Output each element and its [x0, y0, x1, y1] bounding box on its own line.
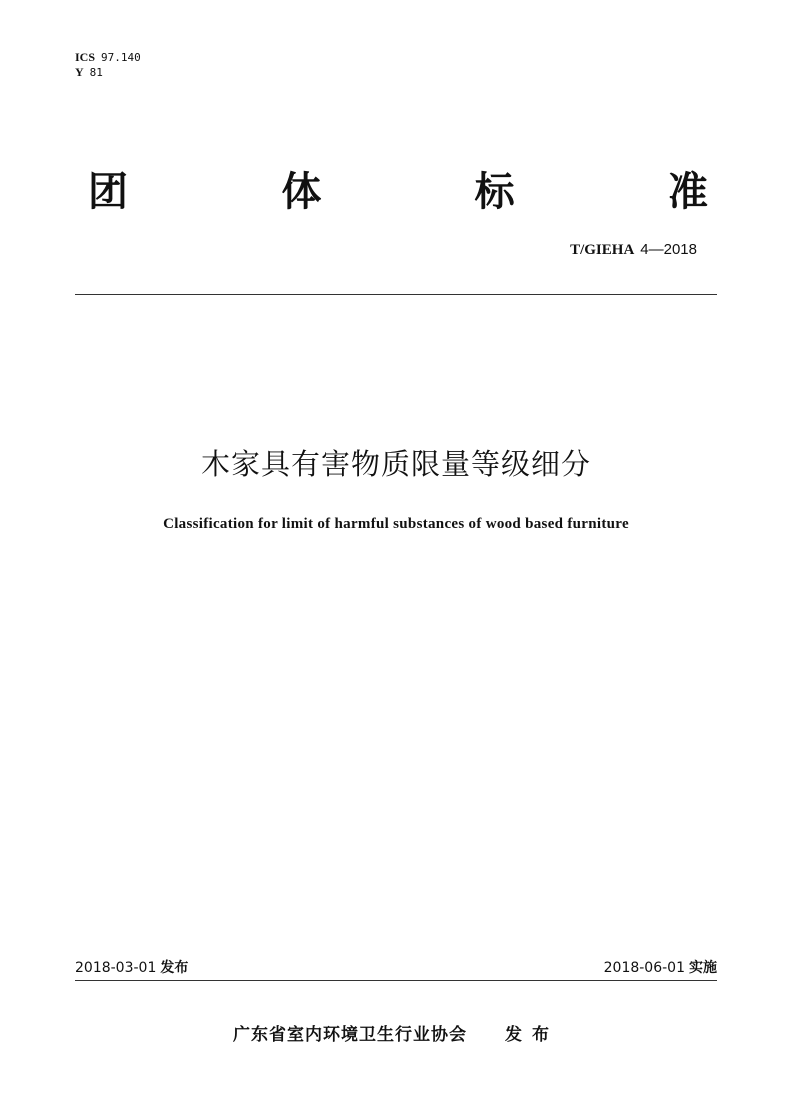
standard-number-prefix: T/GIEHA — [570, 242, 635, 258]
ics-line — [75, 50, 141, 65]
standard-type-char: 体 — [281, 168, 322, 215]
ccs-line — [75, 65, 141, 80]
ics-code: 97.140 — [101, 51, 141, 64]
implementation-label: 实施 — [689, 960, 717, 976]
release-date-line — [75, 957, 188, 977]
standard-number-suffix: 4—2018 — [640, 241, 697, 258]
ccs-code: 81 — [89, 66, 103, 79]
issuer-line — [0, 1020, 792, 1045]
bottom-divider — [75, 980, 717, 981]
standard-type-heading — [88, 160, 708, 216]
issuer-action: 发布 — [505, 1025, 559, 1045]
classification-codes — [75, 50, 141, 80]
ccs-label: Y — [75, 65, 84, 79]
issuer-organization: 广东省室内环境卫生行业协会 — [233, 1025, 467, 1045]
top-divider — [75, 294, 717, 295]
implementation-date: 2018-06-01 — [603, 960, 685, 976]
implementation-date-line — [604, 957, 717, 977]
standard-type-char: 团 — [88, 168, 128, 215]
standard-type-char: 标 — [474, 168, 515, 215]
ics-label: ICS — [75, 50, 96, 64]
standard-type-char: 准 — [667, 168, 708, 215]
release-label: 发布 — [160, 960, 189, 976]
standard-number — [570, 240, 697, 259]
title-chinese: 木家具有害物质限量等级细分 — [200, 447, 591, 481]
title-english: Classification for limit of harmful substances of wood based furniture — [163, 516, 629, 532]
release-date: 2018-03-01 — [75, 960, 157, 976]
